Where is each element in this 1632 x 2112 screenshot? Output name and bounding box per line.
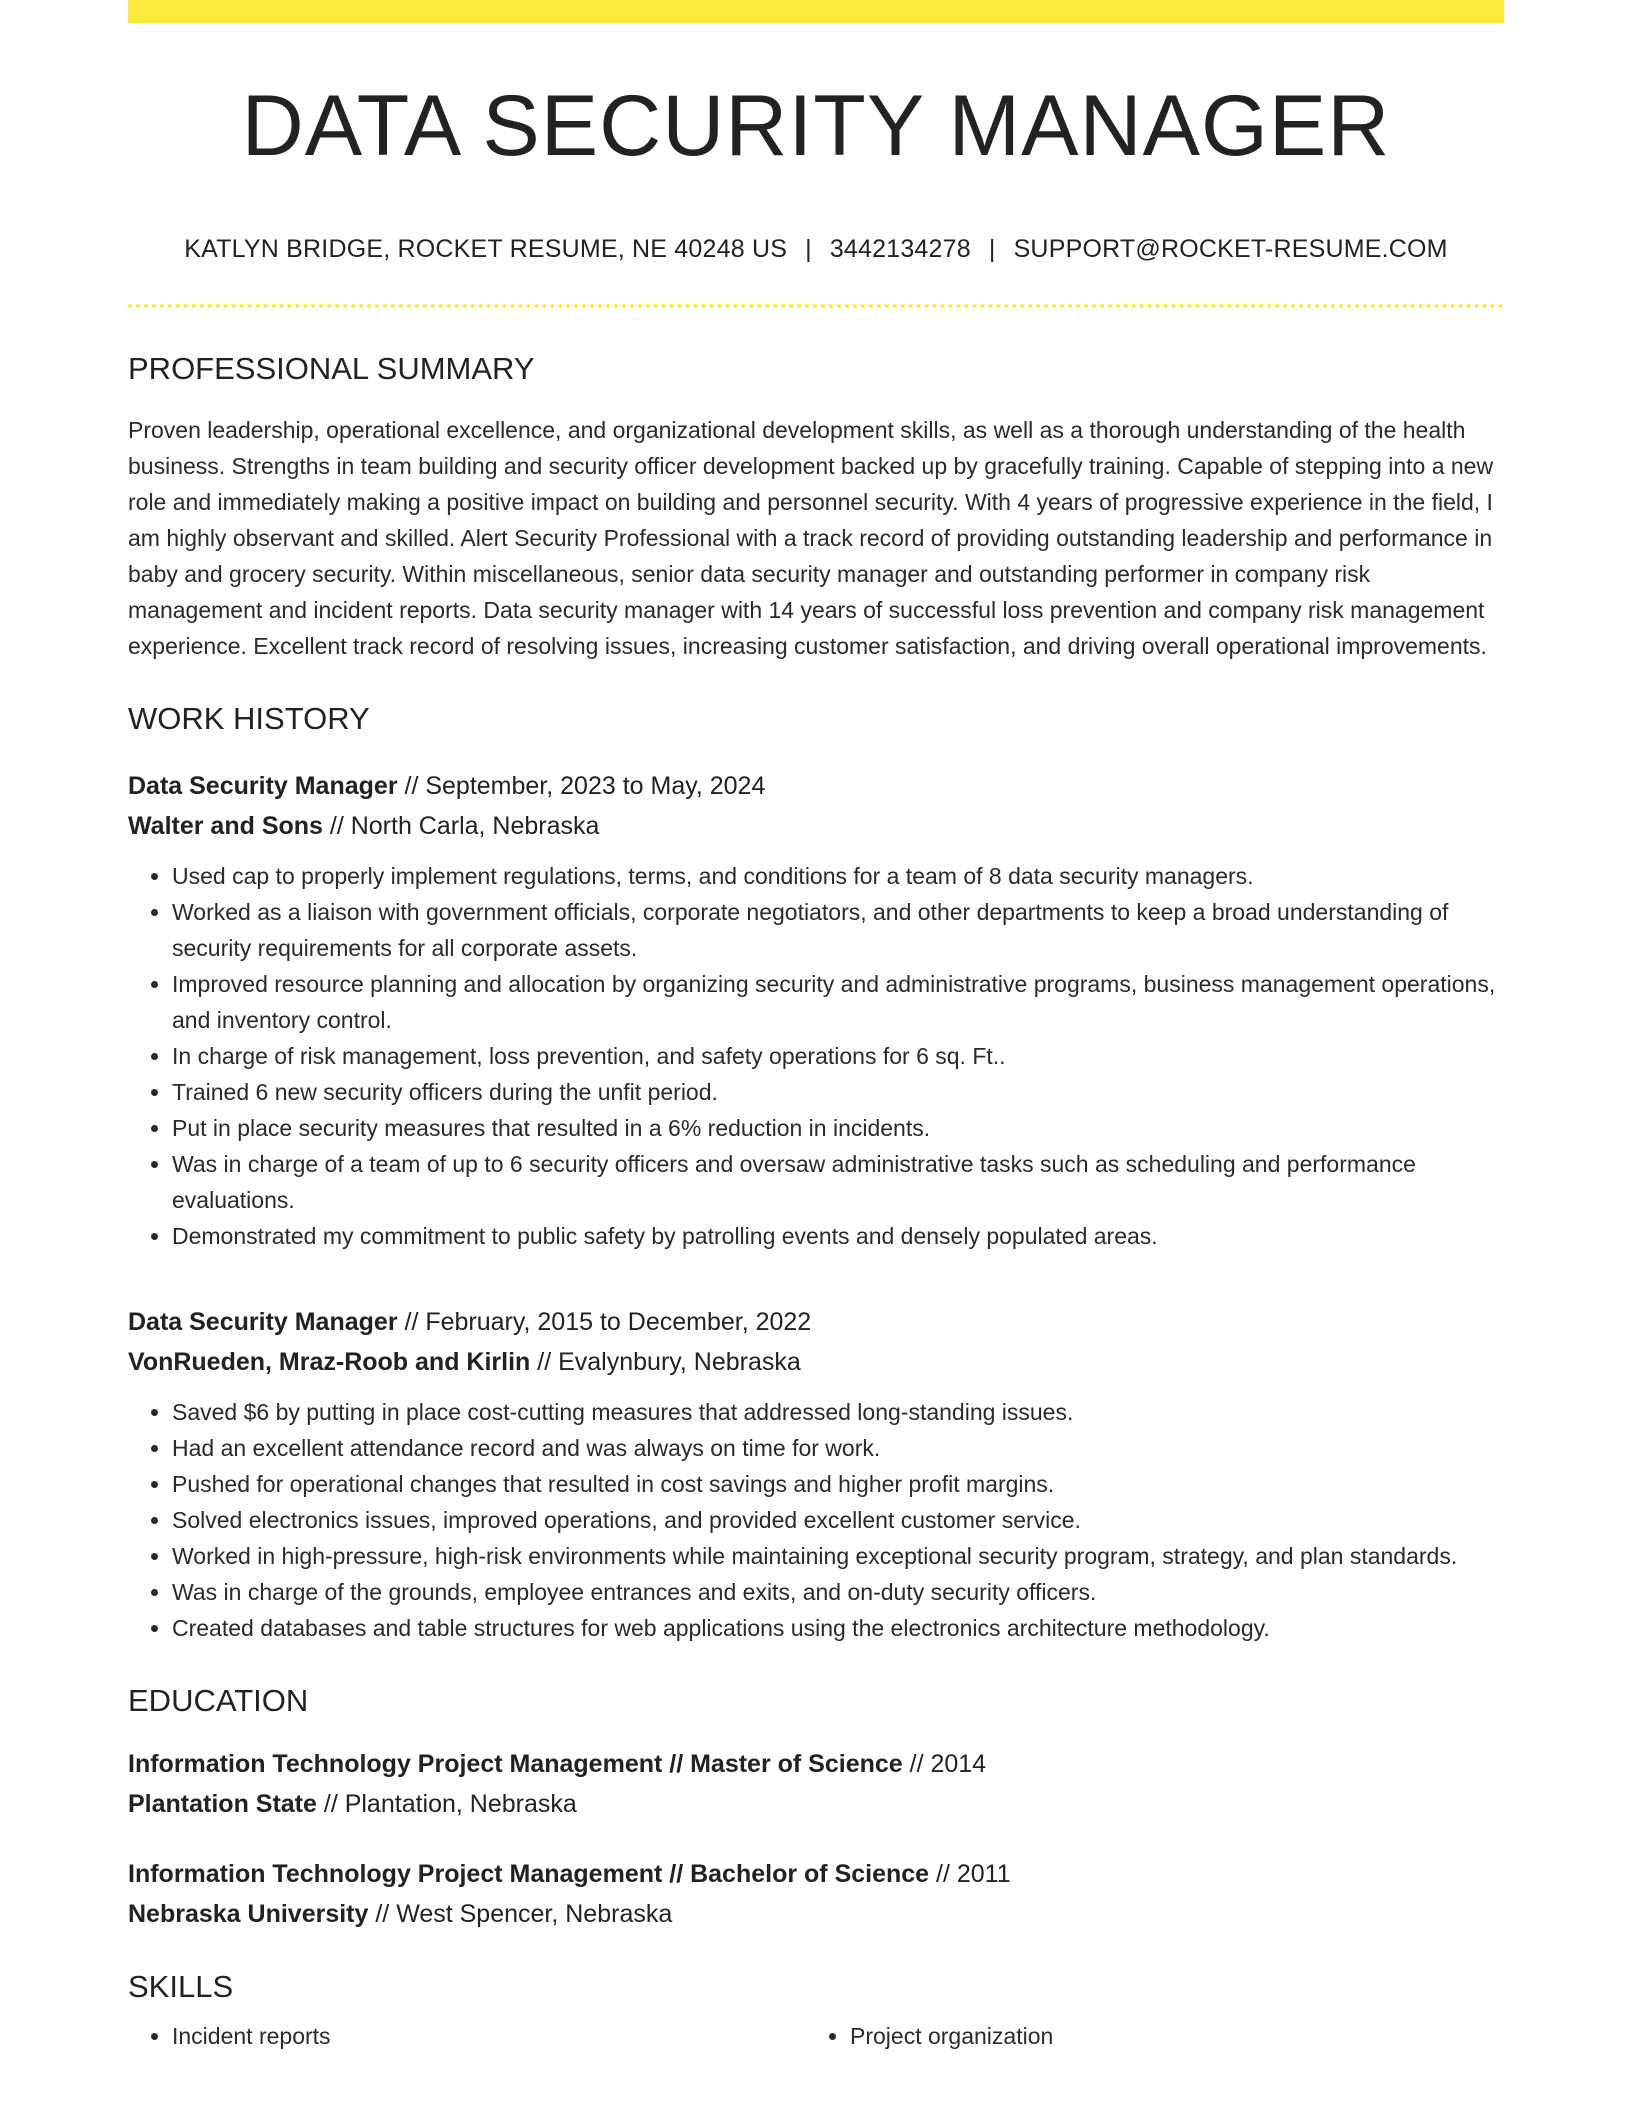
contact-separator: | [805, 235, 812, 263]
skills-column-right [806, 2018, 1484, 2054]
job-role: Data Security Manager [128, 1308, 398, 1337]
contact-separator: | [988, 235, 996, 263]
education-degree-line [128, 1854, 1504, 1894]
section-title-work-history: WORK HISTORY [128, 701, 370, 737]
job-bullet: • Was in charge of a team of up to 6 security officers and oversaw administrative tasks such as scheduling and performance evaluations. [172, 1146, 1504, 1218]
contact-line [128, 235, 1504, 264]
section-title-skills: SKILLS [128, 1969, 234, 2005]
resume-page [128, 0, 1504, 2054]
education-entry [128, 1854, 1504, 1934]
job-bullet: • Improved resource planning and allocation by organizing security and administrative programs, business management operations, and inventory control. [172, 966, 1504, 1038]
skill-item: • Incident reports [172, 2018, 806, 2054]
job-bullet: • Had an excellent attendance record and was always on time for work. [172, 1430, 1504, 1466]
job-bullet: • Worked as a liaison with government officials, corporate negotiators, and other departments to keep a broad understanding of security requirements for all corporate assets. [172, 894, 1504, 966]
education-school-line [128, 1894, 1504, 1934]
job-company-line [128, 806, 1504, 846]
education-location: // West Spencer, Nebraska [368, 1900, 673, 1929]
job-bullet: • Was in charge of the grounds, employee entrances and exits, and on-duty security officers. [172, 1574, 1504, 1610]
job-dates: // September, 2023 to May, 2024 [397, 772, 766, 801]
contact-email: SUPPORT@ROCKET-RESUME.COM [1013, 235, 1448, 263]
summary-text: Proven leadership, operational excellence, and organizational development skills, as well as a thorough understanding of the health business. Strengths in team building and security officer development backed up by gracefully training. Capable of stepping into a new role and immediately making a positive impact on building and personnel security. With 4 years of progressive experience in the field, I am highly observant and skilled. Alert Security Professional with a track record of providing outstanding leadership and performance in baby and grocery security. Within miscellaneous, senior data security manager and outstanding performer in company risk management and incident reports. Data security manager with 14 years of successful loss prevention and company risk management experience. Excellent track record of resolving issues, increasing customer satisfaction, and driving overall operational improvements. [128, 417, 1494, 660]
job-entry [128, 1302, 1504, 1646]
job-company: VonRueden, Mraz-Roob and Kirlin [128, 1348, 531, 1377]
contact-phone: 3442134278 [829, 235, 971, 263]
job-role-line [128, 766, 1504, 806]
job-location: // Evalynbury, Nebraska [530, 1348, 801, 1377]
job-bullets [128, 858, 1504, 1254]
job-role: Data Security Manager [128, 772, 398, 801]
dotted-divider [128, 304, 1504, 308]
job-dates: // February, 2015 to December, 2022 [397, 1308, 812, 1337]
education-year: // 2011 [929, 1860, 1011, 1889]
job-role-line [128, 1302, 1504, 1342]
education-entry [128, 1744, 1504, 1824]
education-degree: Information Technology Project Management // Master of Science [128, 1750, 903, 1779]
education-location: // Plantation, Nebraska [316, 1790, 577, 1819]
job-bullet: • Worked in high-pressure, high-risk environments while maintaining exceptional security program, strategy, and plan standards. [172, 1538, 1504, 1574]
education-school: Plantation State [128, 1790, 317, 1819]
job-bullets [128, 1394, 1504, 1646]
education-school: Nebraska University [128, 1900, 369, 1929]
job-bullet: • Pushed for operational changes that resulted in cost savings and higher profit margins. [172, 1466, 1504, 1502]
job-location: // North Carla, Nebraska [322, 812, 600, 841]
job-bullet: • Demonstrated my commitment to public safety by patrolling events and densely populated areas. [172, 1218, 1504, 1254]
section-title-education: EDUCATION [128, 1683, 309, 1719]
job-bullet: • Created databases and table structures for web applications using the electronics architecture methodology. [172, 1610, 1504, 1646]
education-school-line [128, 1784, 1504, 1824]
job-bullet: • Trained 6 new security officers during the unfit period. [172, 1074, 1504, 1110]
section-title-summary: PROFESSIONAL SUMMARY [128, 351, 535, 386]
resume-title: DATA SECURITY MANAGER [241, 78, 1391, 174]
top-accent-bar [128, 0, 1504, 23]
job-bullet: • Used cap to properly implement regulations, terms, and conditions for a team of 8 data security managers. [172, 858, 1504, 894]
skills-column-left [128, 2018, 806, 2054]
skill-item: • Project organization [850, 2018, 1484, 2054]
job-company: Walter and Sons [128, 812, 323, 841]
education-year: // 2014 [902, 1750, 987, 1779]
job-entry [128, 766, 1504, 1254]
contact-address: KATLYN BRIDGE, ROCKET RESUME, NE 40248 US [184, 235, 788, 263]
job-bullet: • Put in place security measures that resulted in a 6% reduction in incidents. [172, 1110, 1504, 1146]
skills-grid [128, 2018, 1504, 2054]
education-degree-line [128, 1744, 1504, 1784]
job-bullet: • Saved $6 by putting in place cost-cutting measures that addressed long-standing issues. [172, 1394, 1504, 1430]
education-degree: Information Technology Project Management // Bachelor of Science [128, 1860, 930, 1889]
job-company-line [128, 1342, 1504, 1382]
job-bullet: • In charge of risk management, loss prevention, and safety operations for 6 sq. Ft.. [172, 1038, 1504, 1074]
job-bullet: • Solved electronics issues, improved operations, and provided excellent customer service. [172, 1502, 1504, 1538]
